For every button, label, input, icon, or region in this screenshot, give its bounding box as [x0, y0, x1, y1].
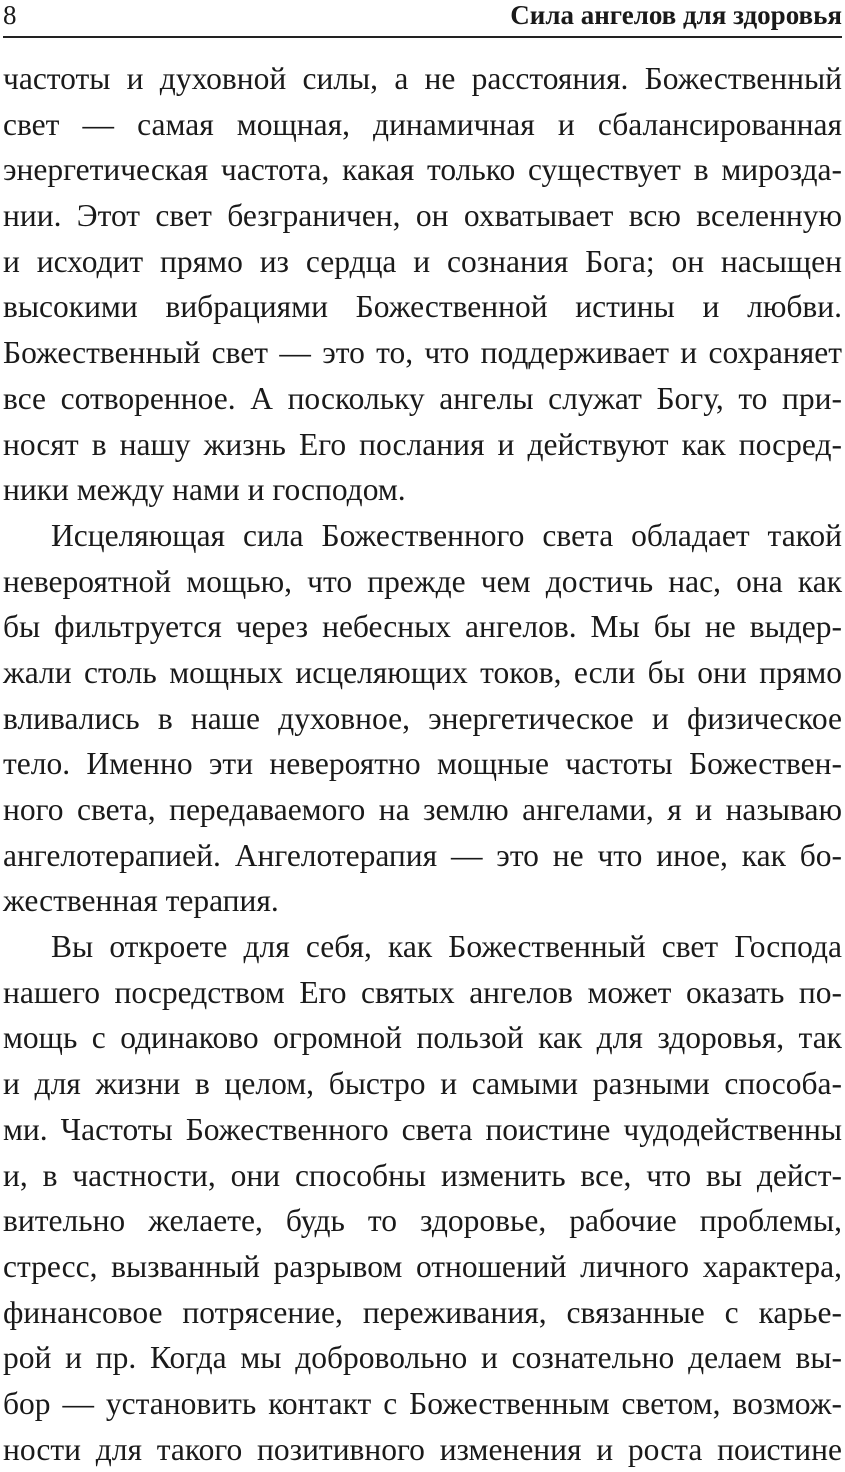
text-line: бы фильтруется через небесных ангелов. Мы бы не выдер- — [3, 609, 842, 645]
text-line: ности для такого позитивного изменения и роста поистине — [3, 1431, 842, 1467]
body-text — [3, 56, 842, 1472]
text-line: бор — установить контакт с Божественным светом, возмож- — [3, 1385, 842, 1421]
page-number: 8 — [3, 0, 17, 30]
paragraph — [3, 56, 842, 513]
text-line: энергетическая частота, какая только существует в мирозда- — [3, 152, 842, 188]
text-line: высокими вибрациями Божественной истины и любви. — [3, 289, 842, 325]
text-line: частоты и духовной силы, а не расстояния. Божественный — [3, 61, 842, 96]
text-line: финансовое потрясение, переживания, связанные с карье- — [3, 1294, 842, 1330]
text-line: вительно желаете, будь то здоровье, рабочие проблемы, — [3, 1203, 842, 1239]
text-line: стресс, вызванный разрывом отношений личного характера, — [3, 1248, 842, 1284]
text-line: нии. Этот свет безграничен, он охватывает всю вселенную — [3, 198, 842, 234]
text-line: носят в нашу жизнь Его послания и действуют как посред- — [3, 426, 842, 462]
text-line: свет — самая мощная, динамичная и сбалансированная — [3, 106, 842, 142]
text-line: Исцеляющая сила Божественного света обладает такой — [51, 517, 842, 553]
text-line: мощь с одинаково огромной пользой как для здоровья, так — [3, 1020, 842, 1056]
text-line: жественная терапия. — [3, 883, 279, 919]
text-line: Вы откроете для себя, как Божественный свет Господа — [51, 929, 842, 965]
text-line: и для жизни в целом, быстро и самыми разными способа- — [3, 1066, 842, 1102]
text-line: невероятной мощью, что прежде чем достичь нас, она как — [3, 563, 842, 599]
text-line: ного света, передаваемого на землю ангелами, я и называю — [3, 792, 842, 827]
text-line: вливались в наше духовное, энергетическое и физическое — [3, 700, 842, 736]
text-line: нашего посредством Его святых ангелов может оказать по- — [3, 974, 842, 1010]
text-line: жали столь мощных исцеляющих токов, если бы они прямо — [3, 654, 842, 690]
page-header — [3, 0, 842, 38]
text-line: все сотворенное. А поскольку ангелы служат Богу, то при- — [3, 380, 842, 416]
text-line: ми. Частоты Божественного света поистине чудодейственны — [3, 1111, 842, 1147]
text-line: ангелотерапией. Ангелотерапия — это не что иное, как бо- — [3, 837, 842, 873]
text-line: и, в частности, они способны изменить все, что вы дейст- — [3, 1157, 842, 1193]
running-title: Сила ангелов для здоровья — [510, 0, 842, 30]
text-line: и исходит прямо из сердца и сознания Бога; он насыщен — [3, 243, 842, 279]
text-line: рой и пр. Когда мы добровольно и сознательно делаем вы- — [3, 1340, 842, 1376]
text-line: тело. Именно эти невероятно мощные частоты Божествен- — [3, 746, 842, 782]
paragraph — [3, 513, 842, 924]
text-line: Божественный свет — это то, что поддерживает и сохраняет — [3, 335, 842, 371]
text-line: ники между нами и господом. — [3, 472, 406, 508]
paragraph — [3, 924, 842, 1472]
